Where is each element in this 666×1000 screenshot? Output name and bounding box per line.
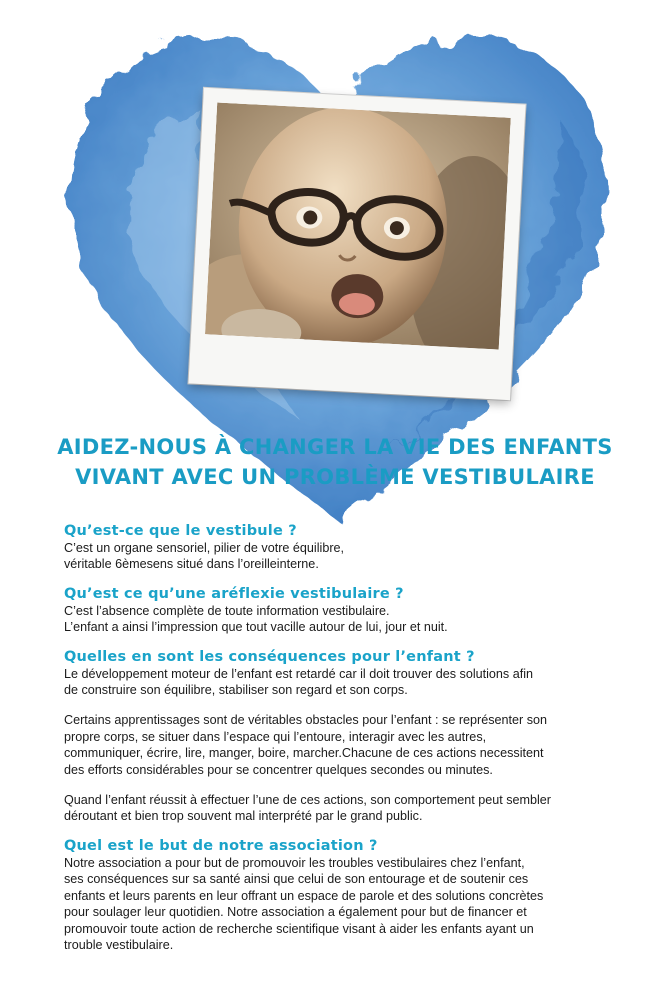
text-line: des efforts considérables pour se concentrer quelques secondes ou minutes. bbox=[64, 762, 493, 777]
headline-line-1: AIDEZ-NOUS À CHANGER LA VIE DES ENFANTS bbox=[57, 435, 613, 459]
baby-with-glasses-photo bbox=[205, 102, 511, 349]
section-title: Quel est le but de notre association ? bbox=[64, 837, 378, 854]
text-line: C’est un organe sensoriel, pilier de votre équilibre, bbox=[64, 541, 345, 555]
paragraph bbox=[64, 540, 624, 573]
text-line: C’est l’absence complète de toute information vestibulaire. bbox=[64, 603, 390, 618]
text-line: enfants et leurs parents en leur offrant un espace de parole et des solutions concrètes bbox=[64, 888, 544, 903]
text-line: Quand l’enfant réussit à effectuer l’une de ces actions, son comportement peut sembler bbox=[64, 793, 551, 808]
paragraph bbox=[64, 855, 624, 953]
text-line: promouvoir toute action de recherche scientifique visant à aider les enfants ayant un bbox=[64, 921, 534, 936]
paragraph bbox=[64, 712, 624, 778]
text-line: déroutant et bien trop souvent mal interprété par le grand public. bbox=[64, 809, 423, 824]
content-body bbox=[64, 522, 624, 965]
polaroid-photo-frame bbox=[188, 88, 525, 400]
headline-line-2: VIVANT AVEC UN PROBLÈME VESTIBULAIRE bbox=[75, 465, 595, 489]
paragraph bbox=[64, 603, 624, 636]
section-title: Qu’est-ce que le vestibule ? bbox=[64, 523, 297, 539]
section-association bbox=[64, 837, 624, 953]
text-line: propre corps, se situer dans l’espace qui l’entoure, interagir avec les autres, bbox=[64, 729, 487, 744]
section-vestibule bbox=[64, 522, 624, 573]
text-line: communiquer, écrire, lire, manger, boire, marcher.Chacune de ces actions necessitent bbox=[64, 746, 544, 761]
text-line: ses conséquences sur sa santé ainsi que celui de son entourage et de soutenir ces bbox=[64, 872, 529, 887]
section-title: Qu’est ce qu’une aréflexie vestibulaire ? bbox=[64, 585, 404, 602]
section-consequences bbox=[64, 648, 624, 825]
text-line: de construire son équilibre, stabiliser son regard et son corps. bbox=[64, 683, 408, 698]
text-line: Notre association a pour but de promouvoir les troubles vestibulaires chez l’enfant, bbox=[64, 855, 525, 870]
text-line: L’enfant a ainsi l’impression que tout vacille autour de lui, jour et nuit. bbox=[64, 620, 448, 635]
text-line: pour soulager leur quotidien. Notre association a également pour but de financer et bbox=[64, 905, 527, 920]
text-line: véritable 6èmesens situé dans l’oreilleinterne. bbox=[64, 557, 319, 572]
paragraph bbox=[64, 792, 624, 825]
text-line: Certains apprentissages sont de véritables obstacles pour l’enfant : se représenter son bbox=[64, 713, 548, 728]
section-title: Quelles en sont les conséquences pour l’enfant ? bbox=[64, 648, 475, 665]
headline bbox=[40, 432, 630, 492]
paragraph bbox=[64, 666, 624, 699]
section-areflexie bbox=[64, 585, 624, 636]
text-line: trouble vestibulaire. bbox=[64, 937, 174, 952]
text-line: Le développement moteur de l’enfant est retardé car il doit trouver des solutions afin bbox=[64, 666, 534, 681]
